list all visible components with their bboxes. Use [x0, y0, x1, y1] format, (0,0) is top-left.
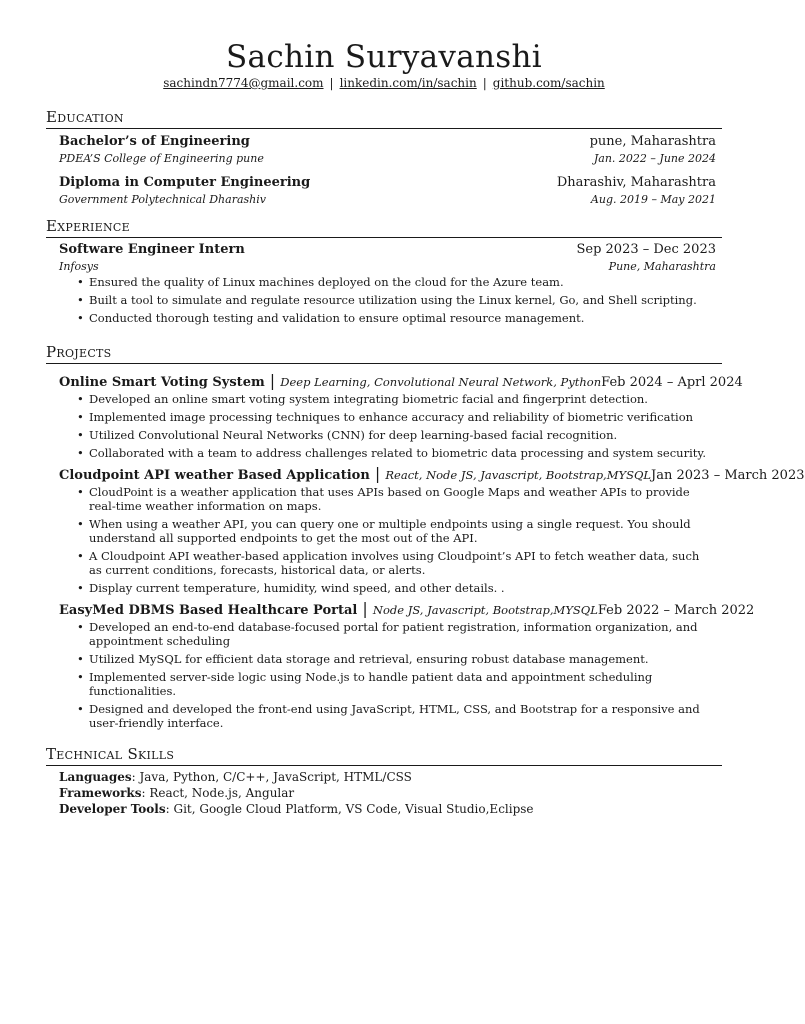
list-item: • Utilized Convolutional Neural Networks (CNN) for deep learning-based facial recognition.: [89, 428, 716, 442]
section-heading: Projects: [46, 343, 722, 364]
dates: Jan 2023 – March 2023: [651, 468, 805, 483]
degree: Diploma in Computer Engineering: [59, 175, 311, 190]
projects-section: [46, 343, 805, 734]
list-item: • Implemented server-side logic using Node.js to handle patient data and appointment scheduling functionalities.: [89, 670, 716, 698]
project-entry: [59, 464, 805, 595]
project-name: EasyMed DBMS Based Healthcare Portal: [59, 603, 358, 618]
experience-entry: [59, 241, 716, 325]
job-title: Software Engineer Intern: [59, 242, 245, 257]
skills-list: [59, 769, 722, 817]
bullet-list: [59, 485, 716, 595]
dates: Feb 2024 – Aprl 2024: [601, 375, 743, 390]
separator: |: [482, 76, 487, 90]
resume-name: Sachin Suryavanshi: [226, 39, 542, 75]
skills-row: Frameworks: React, Node.js, Angular: [59, 786, 295, 800]
project-heading: Cloudpoint API weather Based Application | React, Node JS, Javascript, Bootstrap,MYSQL: [59, 464, 652, 483]
location: Dharashiv, Maharashtra: [556, 175, 716, 190]
list-item: • Utilized MySQL for efficient data storage and retrieval, ensuring robust database management.: [89, 652, 716, 666]
list-item: • Implemented image processing techniques to enhance accuracy and reliability of biometric verification: [89, 410, 716, 424]
contact-line: [0, 75, 768, 91]
list-item: • Collaborated with a team to address challenges related to biometric data processing and system security.: [89, 446, 716, 460]
education-section: [46, 108, 722, 208]
email-link[interactable]: sachindn7774@gmail.com: [163, 76, 324, 90]
list-item: • Built a tool to simulate and regulate resource utilization using the Linux kernel, Go, and Shell scripting.: [89, 293, 716, 307]
project-heading: Online Smart Voting System | Deep Learning, Convolutional Neural Network, Python: [59, 371, 602, 390]
project-heading: EasyMed DBMS Based Healthcare Portal | Node JS, Javascript, Bootstrap,MYSQL: [59, 599, 598, 618]
list-item: • Developed an end-to-end database-focused portal for patient registration, information organization, and appointment scheduling: [89, 620, 716, 648]
list-item: • Developed an online smart voting system integrating biometric facial and fingerprint detection.: [89, 392, 716, 406]
list-item: • When using a weather API, you can query one or multiple endpoints using a single request. You should understand all supported endpoints to get the most out of the API.: [89, 517, 716, 545]
dates: Sep 2023 – Dec 2023: [576, 242, 716, 257]
bullet-list: [59, 620, 716, 730]
list-item: • Ensured the quality of Linux machines deployed on the cloud for the Azure team.: [89, 275, 716, 289]
project-techs: Node JS, Javascript, Bootstrap,MYSQL: [372, 603, 598, 617]
project-techs: Deep Learning, Convolutional Neural Network, Python: [280, 375, 602, 389]
skills-value: Git, Google Cloud Platform, VS Code, Visual Studio,Eclipse: [173, 802, 534, 816]
skills-value: React, Node.js, Angular: [149, 786, 295, 800]
linkedin-link[interactable]: linkedin.com/in/sachin: [339, 76, 477, 90]
skills-section: [46, 745, 722, 817]
degree: Bachelor’s of Engineering: [59, 134, 250, 149]
location: Pune, Maharashtra: [608, 260, 716, 273]
dates: Feb 2022 – March 2022: [597, 603, 755, 618]
project-name: Online Smart Voting System: [59, 375, 265, 390]
skills-value: Java, Python, C/C++, JavaScript, HTML/CSS: [139, 770, 412, 784]
skills-label: Developer Tools: [59, 802, 166, 816]
skills-label: Languages: [59, 770, 132, 784]
location: pune, Maharashtra: [589, 134, 716, 149]
education-entry: [59, 174, 716, 208]
skills-row: Languages: Java, Python, C/C++, JavaScript, HTML/CSS: [59, 770, 412, 784]
separator: |: [329, 76, 334, 90]
bullet-list: [59, 392, 716, 460]
section-heading: Education: [46, 108, 722, 129]
bullet-list: [59, 275, 716, 325]
dates: Jan. 2022 – June 2024: [593, 152, 716, 165]
skills-row: Developer Tools: Git, Google Cloud Platform, VS Code, Visual Studio,Eclipse: [59, 802, 534, 816]
skills-label: Frameworks: [59, 786, 142, 800]
company: Infosys: [59, 260, 99, 273]
project-entry: [59, 599, 755, 730]
school: PDEA’S College of Engineering pune: [59, 152, 264, 165]
experience-section: [46, 217, 722, 329]
section-heading: Experience: [46, 217, 722, 238]
section-heading: Technical Skills: [46, 745, 722, 766]
project-techs: React, Node JS, Javascript, Bootstrap,MYSQL: [385, 468, 652, 482]
github-link[interactable]: github.com/sachin: [492, 76, 605, 90]
dates: Aug. 2019 – May 2021: [590, 193, 716, 206]
list-item: • CloudPoint is a weather application that uses APIs based on Google Maps and weather APIs to provide real-time weather information on maps.: [89, 485, 716, 513]
project-name: Cloudpoint API weather Based Application: [59, 468, 370, 483]
list-item: • Conducted thorough testing and validation to ensure optimal resource management.: [89, 311, 716, 325]
list-item: • Designed and developed the front-end using JavaScript, HTML, CSS, and Bootstrap for a responsive and user-friendly interface.: [89, 702, 716, 730]
project-entry: [59, 371, 743, 460]
school: Government Polytechnical Dharashiv: [59, 193, 266, 206]
list-item: • Display current temperature, humidity, wind speed, and other details. .: [89, 581, 716, 595]
education-entry: [59, 133, 716, 167]
list-item: • A Cloudpoint API weather-based application involves using Cloudpoint’s API to fetch weather data, such as current conditions, forecasts, historical data, or alerts.: [89, 549, 716, 577]
